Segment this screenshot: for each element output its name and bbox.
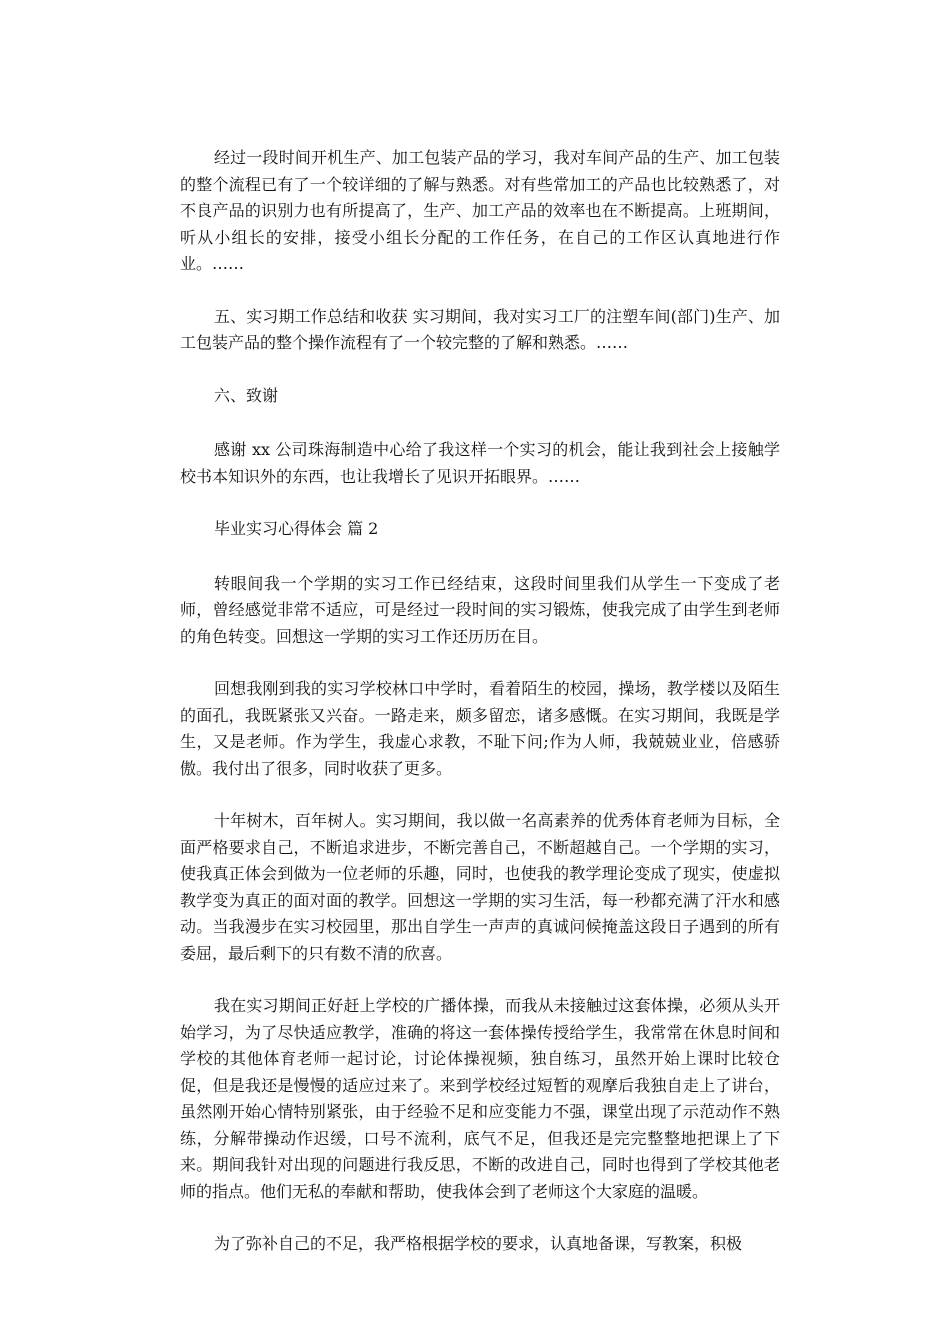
paragraph-improvement: 为了弥补自己的不足，我严格根据学校的要求，认真地备课，写教案，积极 (214, 1234, 743, 1253)
article-title-part-2: 毕业实习心得体会 篇 2 (214, 519, 379, 538)
paragraph-summary-gains: 五、实习期工作总结和收获 实习期间，我对实习工厂的注塑车间(部门)生产、加工包装产品的整个操作流程有了一个较完整的了解和熟悉。…… (180, 306, 780, 352)
paragraph-gymnastics: 我在实习期间正好赶上学校的广播体操，而我从未接触过这套体操，必须从头开始学习，为了尽快适应教学，准确的将这一套体操传授给学生，我常常在休息时间和学校的其他体育老师一起讨论，讨论体操视频，独自练习，虽然开始上课时比较仓促，但是我还是慢慢的适应过来了。来到学校经过短暂的观摩后我独自走上了讲台，虽然刚开始心情特别紧张，由于经验不足和应变能力不强，课堂出现了示范动作不熟练，分解带操动作迟缓，口号不流利，底气不足，但我还是完完整整地把课上了下来。期间我针对出现的问题进行我反思，不断的改进自己，同时也得到了学校其他老师的指点。他们无私的奉献和帮助，使我体会到了老师这个大家庭的温暖。 (180, 996, 780, 1201)
document-body (180, 145, 780, 1284)
section-heading-thanks: 六、致谢 (214, 385, 279, 405)
paragraph-thanks: 感谢 xx 公司珠海制造中心给了我这样一个实习的机会，能让我到社会上接触学校书本知识外的东西，也让我增长了见识开拓眼界。…… (180, 440, 780, 486)
paragraph-intro: 转眼间我一个学期的实习工作已经结束，这段时间里我们从学生一下变成了老师，曾经感觉非常不适应，可是经过一段时间的实习锻炼，使我完成了由学生到老师的角色转变。回想这一学期的实习工作还历历在目。 (180, 573, 780, 646)
paragraph-goals: 十年树木，百年树人。实习期间，我以做一名高素养的优秀体育老师为目标，全面严格要求自己，不断追求进步，不断完善自己，不断超越自己。一个学期的实习，使我真正体会到做为一位老师的乐趣，同时，也使我的教学理论变成了现实，使虚拟教学变为真正的面对面的教学。回想这一学期的实习生活，每一秒都充满了汗水和感动。当我漫步在实习校园里，那出自学生一声声的真诚问候掩盖这段日子遇到的所有委屈，最后剩下的只有数不清的欣喜。 (180, 811, 780, 963)
paragraph-arrival: 回想我刚到我的实习学校林口中学时，看着陌生的校园，操场，教学楼以及陌生的面孔，我既紧张又兴奋。一路走来，颇多留恋，诸多感慨。在实习期间，我既是学生，又是老师。作为学生，我虚心求教，不耻下问;作为人师，我兢兢业业，倍感骄傲。我付出了很多，同时收获了更多。 (180, 679, 780, 778)
paragraph-production-learning: 经过一段时间开机生产、加工包装产品的学习，我对车间产品的生产、加工包装的整个流程已有了一个较详细的了解与熟悉。对有些常加工的产品也比较熟悉了，对不良产品的识别力也有所提高了，生产、加工产品的效率也在不断提高。上班期间，听从小组长的安排，接受小组长分配的工作任务，在自己的工作区认真地进行作业。…… (180, 148, 780, 273)
